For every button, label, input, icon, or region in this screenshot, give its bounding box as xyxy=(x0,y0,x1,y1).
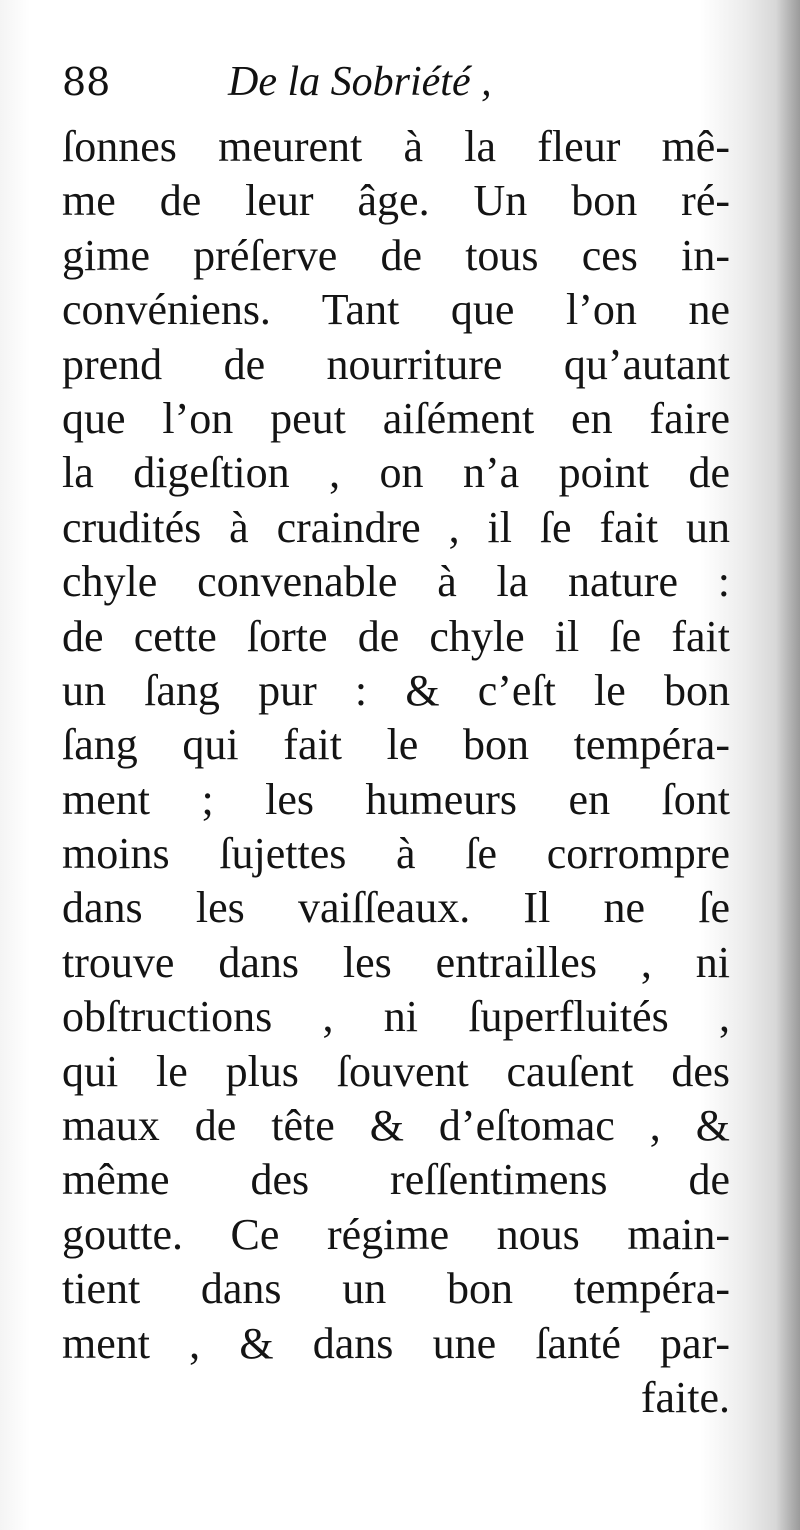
text-line: goutte. Ce régime nous main- xyxy=(62,1209,730,1259)
text-line: chyle convenable à la nature : xyxy=(62,557,730,607)
text-line: obſtructions , ni ſuperfluités , xyxy=(62,992,730,1042)
text-line: maux de tête & d’eſtomac , & xyxy=(62,1101,730,1151)
text-line: qui le plus ſouvent cauſent des xyxy=(62,1046,730,1096)
text-line: prend de nourriture qu’autant xyxy=(62,339,730,389)
text-line: ſonnes meurent à la fleur mê- xyxy=(62,122,730,171)
text-line: convéniens. Tant que l’on ne xyxy=(62,285,730,335)
text-line: que l’on peut aiſément en faire xyxy=(62,393,730,443)
text-line: même des reſſentimens de xyxy=(62,1155,730,1205)
text-line-final: faite. xyxy=(640,1372,730,1422)
text-line: me de leur âge. Un bon ré- xyxy=(62,176,730,226)
text-line: trouve dans les entrailles , ni xyxy=(62,937,730,987)
text-line: ſang qui fait le bon tempéra- xyxy=(62,720,730,770)
text-line: ment ; les humeurs en ſont xyxy=(62,774,730,824)
page-edge-shadow xyxy=(776,0,800,1530)
page-number: 88 xyxy=(62,60,111,104)
text-line: dans les vaiſſeaux. Il ne ſe xyxy=(62,883,730,933)
text-line: crudités à craindre , il ſe fait un xyxy=(62,502,730,552)
text-line: un ſang pur : & c’eſt le bon xyxy=(62,665,730,715)
text-line: tient dans un bon tempéra- xyxy=(62,1264,730,1314)
running-title: De la Sobriété , xyxy=(228,59,492,105)
text-line: de cette ſorte de chyle il ſe fait xyxy=(62,611,730,661)
body-text xyxy=(62,120,730,1425)
text-line: ment , & dans une ſanté par- xyxy=(62,1318,730,1368)
text-line: la digeſtion , on n’a point de xyxy=(62,448,730,498)
text-line: moins ſujettes à ſe corrompre xyxy=(62,829,730,879)
text-line: gime préſerve de tous ces in- xyxy=(62,230,730,280)
